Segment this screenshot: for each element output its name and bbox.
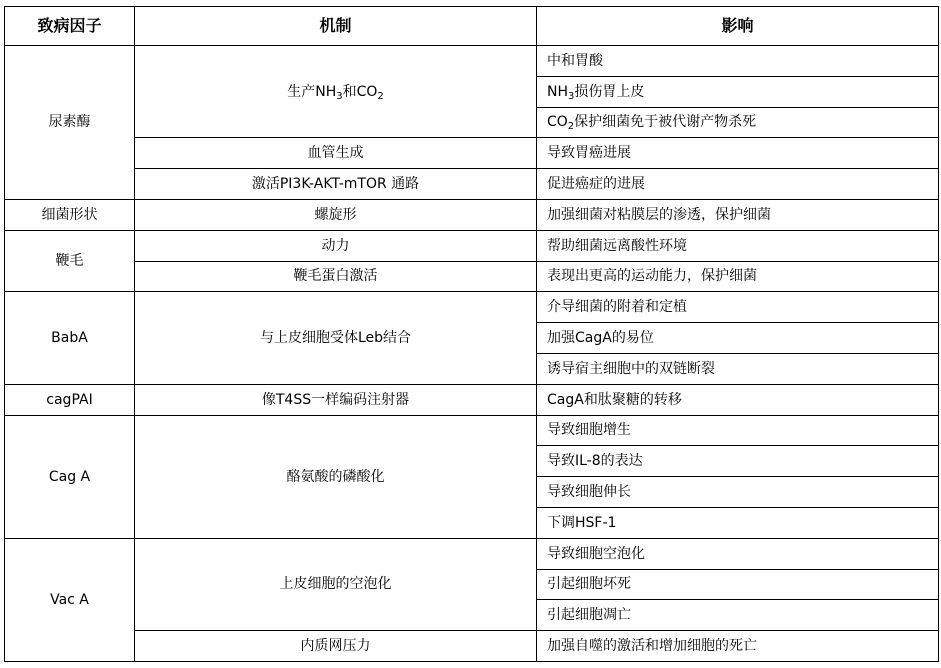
effect-cell: 导致细胞伸长	[537, 477, 939, 508]
mechanism-cell: 像T4SS一样编码注射器	[135, 384, 537, 415]
effect-cell: CagA和肽聚糖的转移	[537, 384, 939, 415]
subscript: 2	[377, 90, 384, 102]
effect-cell: 帮助细菌远离酸性环境	[537, 230, 939, 261]
header-effect: 影响	[537, 7, 939, 46]
effect-cell: 诱导宿主细胞中的双链断裂	[537, 353, 939, 384]
mechanism-cell: 动力	[135, 230, 537, 261]
subscript: 2	[567, 121, 575, 133]
effect-cell: 加强自噬的激活和增加细胞的死亡	[537, 631, 939, 662]
mechanism-cell: 鞭毛蛋白激活	[135, 261, 537, 292]
factor-cell: Vac A	[5, 538, 135, 661]
header-factor: 致病因子	[5, 7, 135, 46]
effect-cell	[537, 107, 939, 138]
factor-cell: 鞭毛	[5, 230, 135, 292]
mechanism-cell: 酪氨酸的磷酸化	[135, 415, 537, 538]
table-row	[5, 46, 939, 77]
mechanism-cell: 螺旋形	[135, 199, 537, 230]
table-row	[5, 169, 939, 200]
effect-text: 保护细菌免于被代谢产物杀死	[574, 114, 757, 131]
table-row	[5, 631, 939, 662]
effect-cell: 促进癌症的进展	[537, 169, 939, 200]
subscript: 3	[336, 90, 343, 102]
header-row	[5, 7, 939, 46]
effect-cell: 导致胃癌进展	[537, 138, 939, 169]
table-row	[5, 292, 939, 323]
effect-cell: 导致细胞增生	[537, 415, 939, 446]
effect-text: CO	[547, 114, 568, 131]
effect-cell: 导致细胞空泡化	[537, 538, 939, 569]
mechanism-cell: 激活PI3K-AKT-mTOR 通路	[135, 169, 537, 200]
effect-cell: 介导细菌的附着和定植	[537, 292, 939, 323]
effect-text: 损伤胃上皮	[574, 83, 645, 100]
table-row	[5, 199, 939, 230]
factor-cell: Cag A	[5, 415, 135, 538]
table-row	[5, 384, 939, 415]
subscript: 3	[568, 90, 575, 102]
effect-cell: 引起细胞坏死	[537, 569, 939, 600]
table-row	[5, 138, 939, 169]
mechanism-cell: 内质网压力	[135, 631, 537, 662]
effect-text: NH	[547, 83, 568, 100]
effect-cell: 加强CagA的易位	[537, 323, 939, 354]
effect-cell: 引起细胞凋亡	[537, 600, 939, 631]
table-row	[5, 415, 939, 446]
mechanism-cell: 血管生成	[135, 138, 537, 169]
factor-cell: cagPAI	[5, 384, 135, 415]
effect-cell: 下调HSF-1	[537, 507, 939, 538]
table-row	[5, 230, 939, 261]
factor-cell: 细菌形状	[5, 199, 135, 230]
header-mechanism: 机制	[135, 7, 537, 46]
table-row	[5, 261, 939, 292]
factor-cell: BabA	[5, 292, 135, 384]
effect-cell	[537, 76, 939, 107]
virulence-factor-table	[4, 6, 939, 662]
effect-cell: 导致IL-8的表达	[537, 446, 939, 477]
factor-cell: 尿素酶	[5, 46, 135, 200]
mechanism-text: 和CO	[342, 83, 378, 100]
effect-cell: 表现出更高的运动能力，保护细菌	[537, 261, 939, 292]
mechanism-cell: 上皮细胞的空泡化	[135, 538, 537, 630]
table-row	[5, 538, 939, 569]
mechanism-cell: 与上皮细胞受体Leb结合	[135, 292, 537, 384]
mechanism-cell	[135, 46, 537, 138]
effect-cell: 中和胃酸	[537, 46, 939, 77]
effect-cell: 加强细菌对粘膜层的渗透，保护细菌	[537, 199, 939, 230]
mechanism-text: 生产NH	[287, 83, 337, 100]
